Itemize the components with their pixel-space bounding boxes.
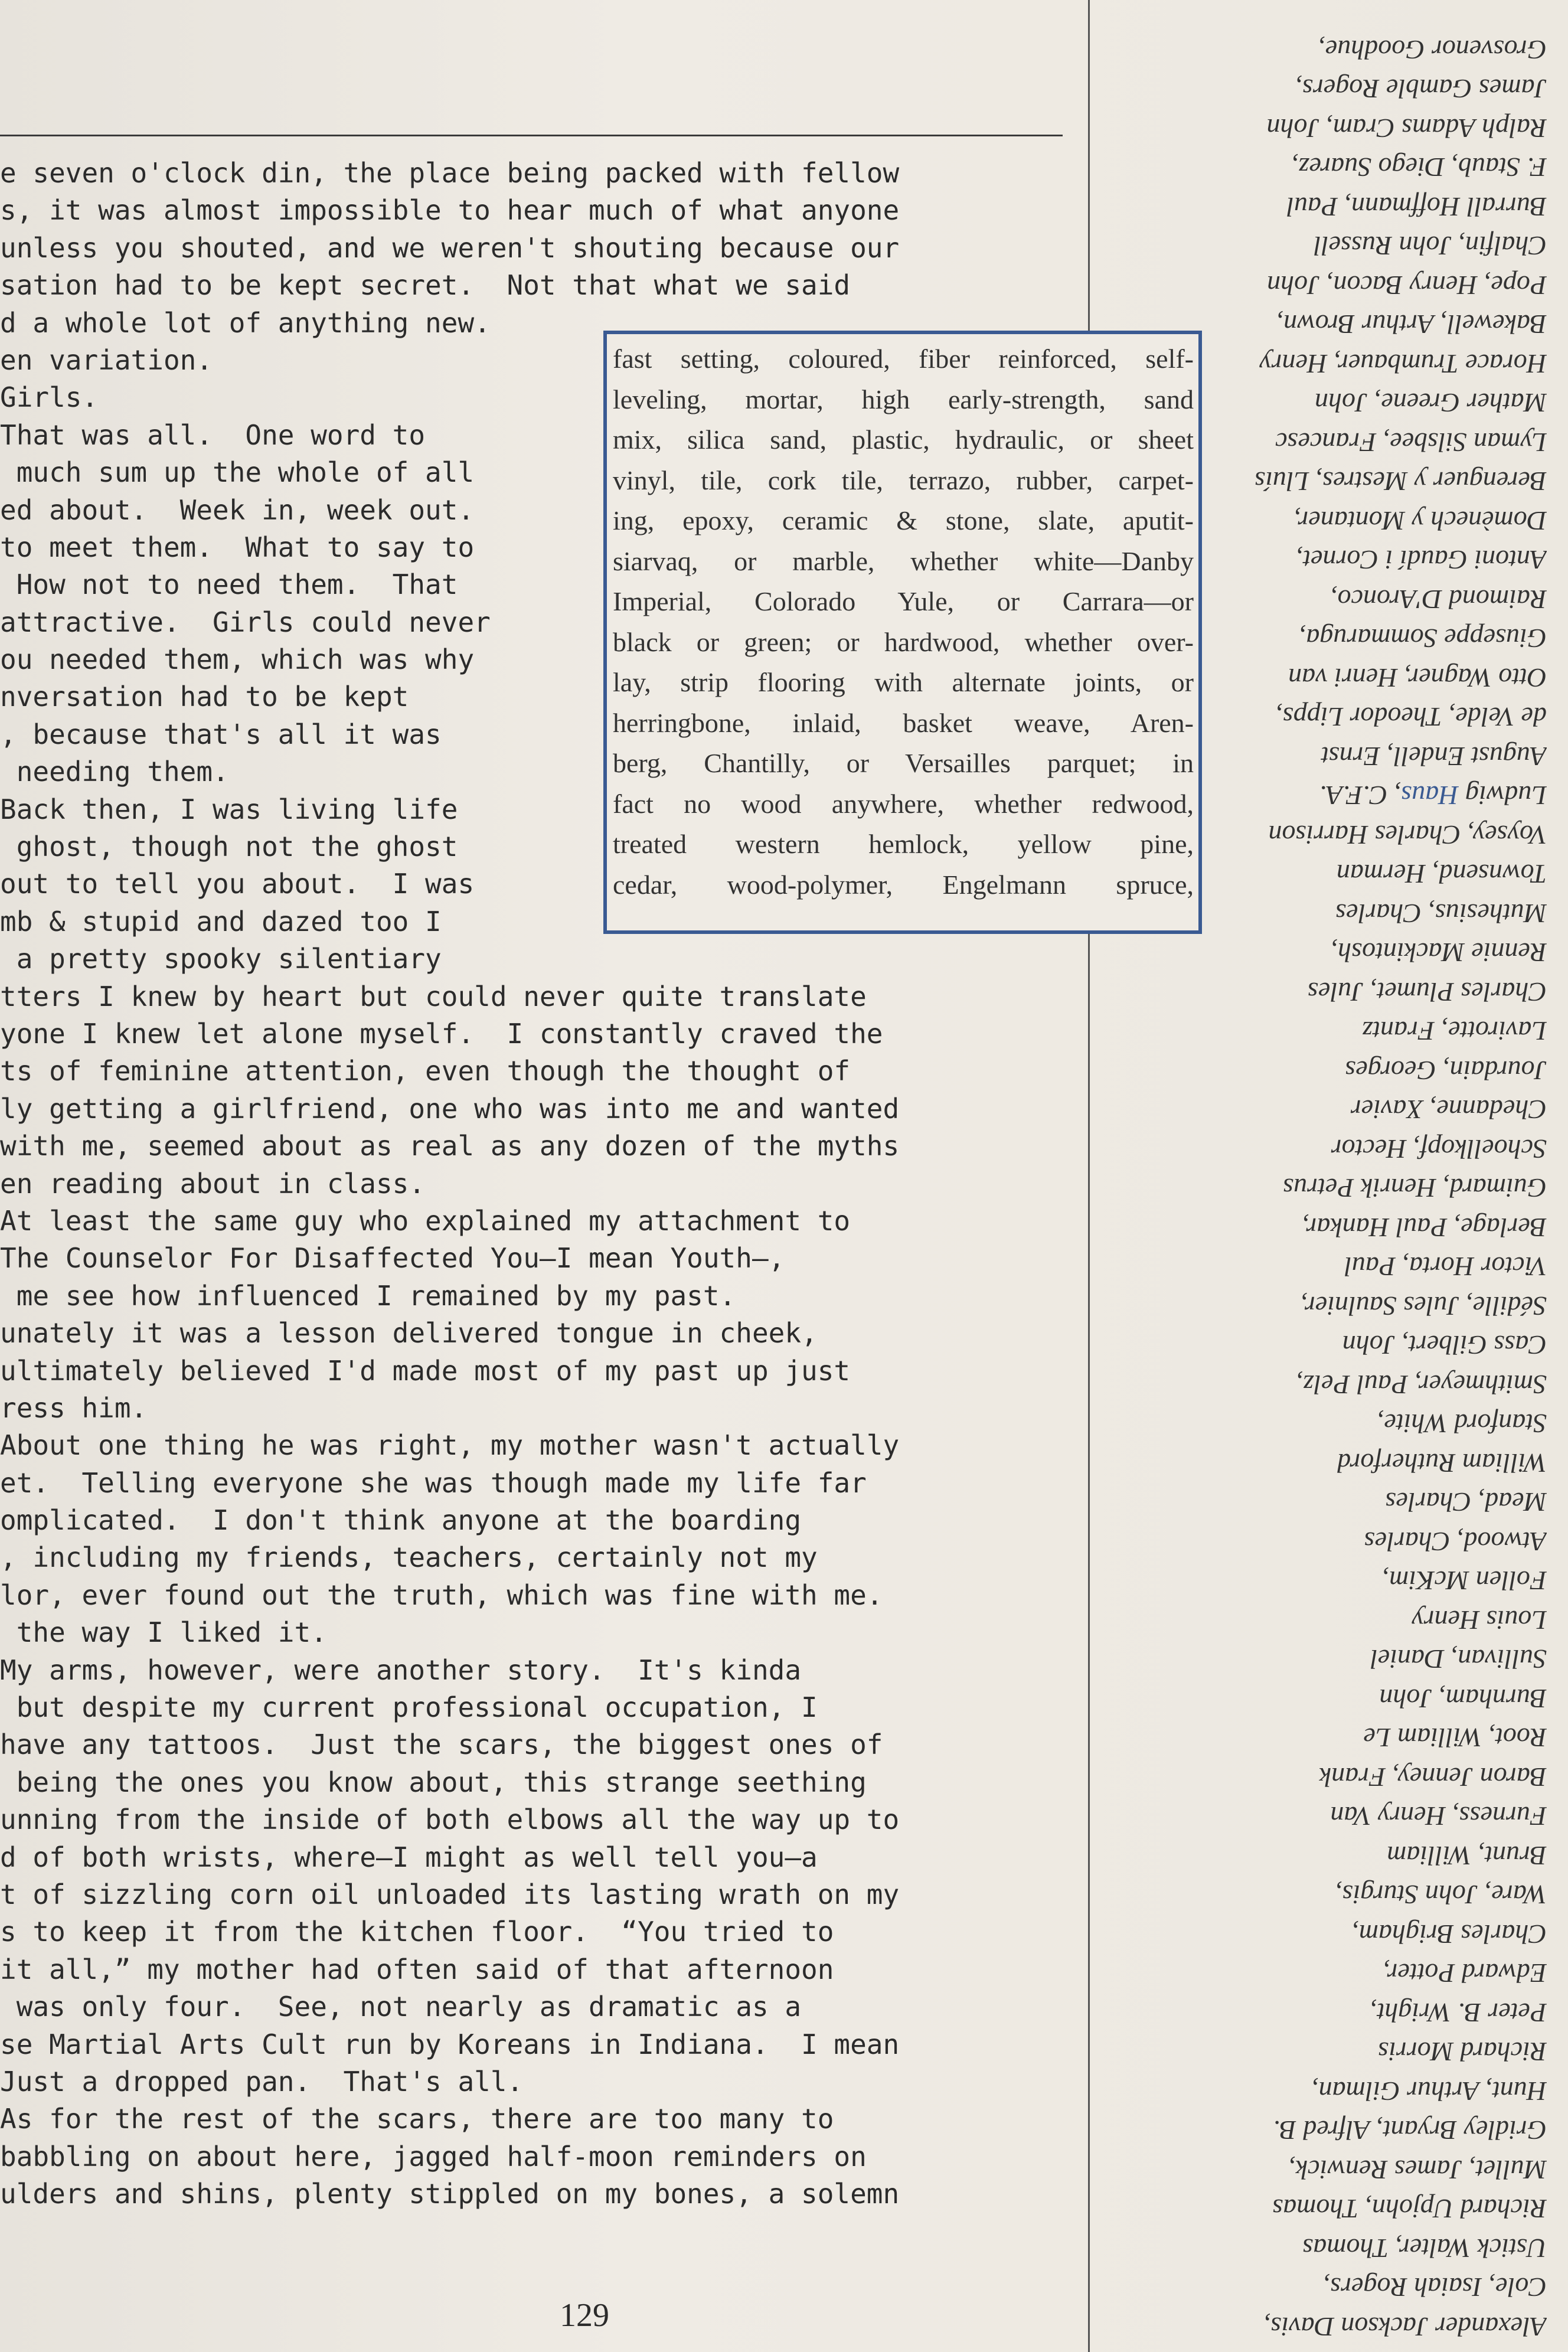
text-line: out to tell you about. I was [0,868,475,900]
insert-line: berg, Chantilly, or Versailles parquet; in [613,748,1194,778]
text-line: s to keep it from the kitchen floor. “You tried to [0,1916,834,1948]
text-line: but despite my current professional occupation, I [0,1691,818,1724]
text-line: My arms, however, were another story. It's kinda [0,1654,802,1686]
text-line: yone I knew let alone myself. I constantly craved the [0,1017,883,1050]
text-line: to meet them. What to say to [0,531,475,563]
names-line: Otto Wagner, Henri van [1288,663,1547,693]
names-line: Furness, Henry Van [1330,1801,1547,1832]
text-line: nversation had to be kept [0,681,409,713]
top-rule [0,135,1063,136]
insert-text [613,339,1194,905]
names-line: William Rutherford [1337,1448,1547,1478]
text-line: , because that's all it was [0,718,442,750]
insert-line: treated western hemlock, yellow pine, [613,829,1194,859]
names-line: Atwood, Charles [1364,1527,1547,1557]
text-line: ly getting a girlfriend, one who was into me and wanted [0,1092,900,1125]
names-line: Edward Potter, [1383,1958,1547,1989]
text-line: it all,” my mother had often said of that afternoon [0,1953,834,1985]
text-line: That was all. One word to [0,419,426,451]
text-line: ulders and shins, plenty stippled on my bones, a solemn [0,2178,900,2210]
names-line: Cass Gilbert, John [1342,1330,1547,1361]
names-line: Chedanne, Xavier [1350,1095,1547,1125]
names-line: Rennie Mackintosh, [1331,937,1547,968]
text-line: se Martial Arts Cult run by Koreans in Indiana. I mean [0,2028,900,2060]
text-line: ed about. Week in, week out. [0,494,475,526]
names-line: Grosvenor Goodhue, [1318,35,1547,65]
names-line: Horace Trumbauer, Henry [1259,349,1547,379]
text-line: ultimately believed I'd made most of my past up just [0,1354,851,1387]
names-line: Follen McKim, [1382,1566,1547,1596]
highlighted-word: Haus [1401,780,1459,811]
text-line: et. Telling everyone she was though made my life far [0,1466,867,1499]
text-line: As for the rest of the scars, there are too many to [0,2103,834,2135]
names-line: Baron Jenney, Frank [1319,1762,1547,1792]
names-line: Bakewell, Arthur Brown, [1276,309,1547,340]
text-line: attractive. Girls could never [0,606,491,638]
names-line: Alexander Jackson Davis, [1263,2312,1547,2342]
names-line: F. Staub, Diego Suarez, [1292,152,1547,183]
inverted-names-column [1122,0,1547,2346]
names-line: Lavirotte, Frantz [1362,1016,1547,1047]
names-line: Victor Horta, Paul [1344,1252,1547,1282]
text-line: with me, seemed about as real as any dozen of the myths [0,1130,900,1162]
names-line: Mather Greene, John [1315,388,1547,419]
text-line: en reading about in class. [0,1167,426,1200]
insert-line: black or green; or hardwood, whether over- [613,626,1194,657]
insert-line: fast setting, coloured, fiber reinforced, self- [613,344,1194,374]
insert-line: leveling, mortar, high early-strength, sand [613,384,1194,414]
boxed-insert [603,331,1202,934]
names-line: Root, William Le [1363,1723,1547,1753]
text-line: omplicated. I don't think anyone at the boarding [0,1504,802,1537]
text-line: needing them. [0,756,229,788]
text-line: At least the same guy who explained my attachment to [0,1204,851,1237]
names-line-start: Ludwig [1458,780,1547,811]
insert-line: mix, silica sand, plastic, hydraulic, or sheet [613,424,1194,455]
text-line: About one thing he was right, my mother wasn't actually [0,1429,900,1462]
names-line: Mullet, James Renwick, [1289,2155,1547,2185]
names-line: Hunt, Arthur Gilman, [1312,2076,1547,2106]
text-line: ou needed them, which was why [0,643,475,676]
text-line: sation had to be kept secret. Not that what we said [0,269,851,302]
text-line: me see how influenced I remained by my past. [0,1279,736,1312]
text-line: Girls. [0,381,99,414]
text-line: How not to need them. That [0,569,458,601]
text-line: d a whole lot of anything new. [0,306,491,339]
text-line: ts of feminine attention, even though the thought of [0,1055,851,1087]
insert-line: ing, epoxy, ceramic & stone, slate, aputit- [613,505,1194,535]
names-line: Berenguer y Mestres, Lluís [1255,466,1547,497]
insert-line: siarvaq, or marble, whether white—Danby [613,545,1194,576]
names-line: Domènech y Montaner, [1294,506,1547,536]
text-line: , including my friends, teachers, certainly not my [0,1541,818,1574]
names-line: Ware, John Sturgis, [1335,1880,1547,1910]
names-line: Brunt, William [1387,1841,1547,1871]
text-line: en variation. [0,344,213,376]
names-line: Berlage, Paul Hankar, [1302,1213,1547,1243]
names-line: Gridley Bryant, Alfred B. [1273,2115,1547,2146]
names-line: Sullivan, Daniel [1370,1644,1547,1675]
insert-line: Imperial, Colorado Yule, or Carrara—or [613,586,1194,616]
names-line-end: , C.F.A. [1319,780,1402,811]
names-line: Voysey, Charles Harrison [1268,820,1547,850]
names-line: August Endell, Ernst [1321,741,1547,772]
names-line: Muthesius, Charles [1335,899,1547,929]
page-number: 129 [560,2297,609,2334]
names-line: Richard Morris [1378,2037,1547,2067]
names-line: Louis Henry [1412,1605,1547,1635]
names-line: Antoni Gaudí i Cornet, [1296,545,1547,576]
names-line: Stanford White, [1377,1409,1547,1439]
names-line: Burnham, John [1379,1684,1547,1714]
names-line: Peter B. Wright, [1370,1998,1547,2028]
text-line: Just a dropped pan. That's all. [0,2065,524,2098]
names-line: Chalfin, John Russell [1314,231,1547,262]
text-line: The Counselor For Disaffected You—I mean Youth—, [0,1242,785,1275]
names-line: Raimond D'Aronco, [1331,584,1547,615]
text-line: mb & stupid and dazed too I [0,905,442,937]
names-line: Lyman Silsbee, Francesc [1275,427,1547,458]
names-line: Smithmeyer, Paul Pelz, [1296,1370,1547,1400]
names-line: Ustick Walter, Thomas [1302,2233,1547,2263]
text-line: d of both wrists, where—I might as well tell you—a [0,1841,818,1873]
names-line: Sédille, Jules Saulnier, [1301,1291,1547,1321]
text-line: have any tattoos. Just the scars, the biggest ones of [0,1729,883,1761]
insert-line: lay, strip flooring with alternate joints, or [613,667,1194,697]
names-line: Richard Upjohn, Thomas [1272,2194,1547,2224]
text-line: e seven o'clock din, the place being packed with fellow [0,157,900,189]
text-line: unless you shouted, and we weren't shouting because our [0,231,900,264]
text-line: a pretty spooky silentiary [0,943,442,975]
text-line: ghost, though not the ghost [0,831,458,863]
names-line: Townsend, Herman [1336,859,1547,890]
text-line: was only four. See, not nearly as dramatic as a [0,1991,802,2023]
names-line: Giuseppe Sommaruga, [1299,623,1547,654]
insert-line: herringbone, inlaid, basket weave, Aren- [613,707,1194,738]
text-line: t of sizzling corn oil unloaded its lasting wrath on my [0,1878,900,1910]
names-line: Schoellkopf, Hector [1331,1134,1547,1164]
text-line: being the ones you know about, this strange seething [0,1766,867,1798]
names-line: Charles Plumet, Jules [1308,977,1547,1007]
text-line: babbling on about here, jagged half-moon reminders on [0,2140,867,2173]
names-line: Pope, Henry Bacon, John [1267,270,1547,300]
names-line: Charles Brigham, [1352,1919,1547,1949]
names-line: James Gamble Rogers, [1295,74,1547,104]
names-line: de Velde, Theodor Lipps, [1276,702,1547,733]
names-line: Jourdain, Georges [1345,1056,1547,1086]
insert-line: vinyl, tile, cork tile, terrazo, rubber, carpet- [613,465,1194,495]
names-line: Mead, Charles [1385,1487,1547,1518]
text-line: ress him. [0,1391,148,1424]
text-line: lor, ever found out the truth, which was fine with me. [0,1579,883,1611]
text-line: unning from the inside of both elbows all the way up to [0,1804,900,1836]
text-line: unately it was a lesson delivered tongue in cheek, [0,1317,818,1350]
text-line: the way I liked it. [0,1616,327,1649]
text-line: Back then, I was living life [0,793,458,825]
text-line: much sum up the whole of all [0,456,475,489]
names-line [1122,776,1547,815]
text-line: s, it was almost impossible to hear much of what anyone [0,194,900,227]
text-line: tters I knew by heart but could never quite translate [0,980,867,1012]
insert-line: fact no wood anywhere, whether redwood, [613,788,1194,819]
insert-line: cedar, wood-polymer, Engelmann spruce, [613,869,1194,900]
names-line: Cole, Isaiah Rogers, [1323,2272,1547,2303]
names-line: Guimard, Henrik Petrus [1283,1173,1547,1204]
names-line: Ralph Adams Cram, John [1266,113,1547,143]
names-line: Burrall Hoffmann, Paul [1286,192,1547,222]
